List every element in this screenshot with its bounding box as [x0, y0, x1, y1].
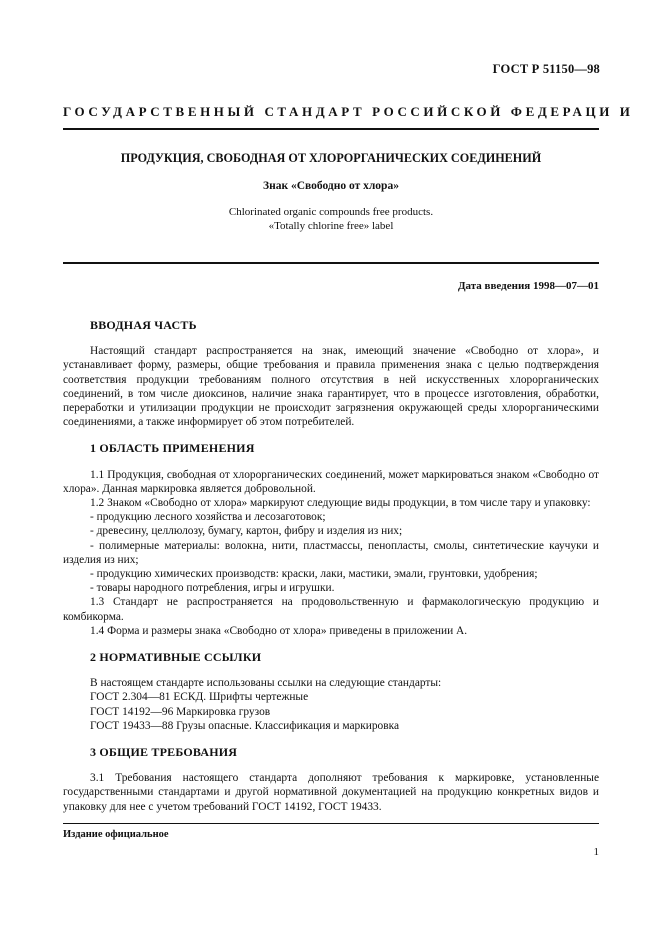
state-standard-heading: ГОСУДАРСТВЕННЫЙ СТАНДАРТ РОССИЙСКОЙ ФЕДЕРАЦИ И — [63, 104, 634, 119]
english-title — [63, 205, 599, 233]
footer-rule — [63, 823, 599, 824]
top-rule — [63, 128, 599, 130]
section-heading-refs: 2 НОРМАТИВНЫЕ ССЫЛКИ — [90, 650, 262, 665]
references-list — [63, 676, 599, 733]
product-list — [63, 510, 599, 595]
scope-paragraph-1-3: 1.3 Стандарт не распространяется на продовольственную и фармакологическую продукцию и комбикорма. — [63, 596, 599, 623]
list-item: - товары народного потребления, игры и игрушки. — [90, 582, 335, 595]
list-item: - древесину, целлюлозу, бумагу, картон, фибру и изделия из них; — [90, 525, 403, 538]
list-item: - продукцию лесного хозяйства и лесозаготовок; — [90, 511, 326, 524]
reference-item: ГОСТ 2.304—81 ЕСКД. Шрифты чертежные — [90, 691, 309, 704]
title-rule — [63, 262, 599, 264]
page-number: 1 — [593, 846, 599, 858]
scope-paragraph-1-2: 1.2 Знаком «Свободно от хлора» маркируют следующие виды продукции, в том числе тару и упаковку: — [90, 497, 591, 510]
section-heading-general: 3 ОБЩИЕ ТРЕБОВАНИЯ — [90, 745, 238, 760]
document-body — [63, 318, 599, 814]
general-paragraph-3-1: 3.1 Требования настоящего стандарта дополняют требования к маркировке, установленные государственными стандартами и другой нормативной документацией на продукцию конкретных видов и упаковку для нее с учетом требований ГОСТ 14192, ГОСТ 19433. — [63, 772, 599, 813]
list-item: - продукцию химических производств: краски, лаки, мастики, эмали, грунтовки, удобрения; — [90, 568, 538, 581]
list-item: - полимерные материалы: волокна, нити, пластмассы, пенопласты, смолы, синтетические каучуки и изделия из них; — [63, 539, 599, 566]
references-lead: В настоящем стандарте использованы ссылки на следующие стандарты: — [90, 677, 442, 690]
scope-paragraph-1-1: 1.1 Продукция, свободная от хлорорганических соединений, может маркироваться знаком «Свободно от хлора». Данная маркировка является добровольной. — [63, 468, 599, 495]
reference-item: ГОСТ 19433—88 Грузы опасные. Классификация и маркировка — [90, 719, 400, 732]
section-heading-scope: 1 ОБЛАСТЬ ПРИМЕНЕНИЯ — [90, 441, 255, 456]
edition-note: Издание официальное — [63, 829, 169, 840]
standard-code: ГОСТ Р 51150—98 — [492, 62, 600, 76]
reference-item: ГОСТ 14192—96 Маркировка грузов — [90, 705, 271, 718]
english-title-line-2: «Totally chlorine free» label — [268, 220, 394, 232]
scope-paragraph-1-4: 1.4 Форма и размеры знака «Свободно от хлора» приведены в приложении А. — [90, 624, 468, 637]
section-heading-intro: ВВОДНАЯ ЧАСТЬ — [90, 318, 197, 332]
intro-date: Дата введения 1998—07—01 — [457, 280, 599, 292]
document-title: ПРОДУКЦИЯ, СВОБОДНАЯ ОТ ХЛОРОРГАНИЧЕСКИХ СОЕДИНЕНИЙ — [120, 151, 542, 165]
english-title-line-1: Chlorinated organic compounds free products. — [228, 206, 434, 218]
document-subtitle: Знак «Свободно от хлора» — [263, 180, 399, 192]
intro-paragraph: Настоящий стандарт распространяется на знак, имеющий значение «Свободно от хлора», и устанавливает форму, размеры, общие требования и правила применения знака с целью подтверждения соответствия продукции требованиям полного отсутствия в ней искусственных хлорорганических соединений, в том числе диоксинов, наличие знака гарантирует, что в процессе изготовления, обработки, переработки и утилизации продукции не происходит загрязнения окружающей среды хлорорганическими соединениями, а также информирует об этом потребителей. — [63, 345, 599, 429]
